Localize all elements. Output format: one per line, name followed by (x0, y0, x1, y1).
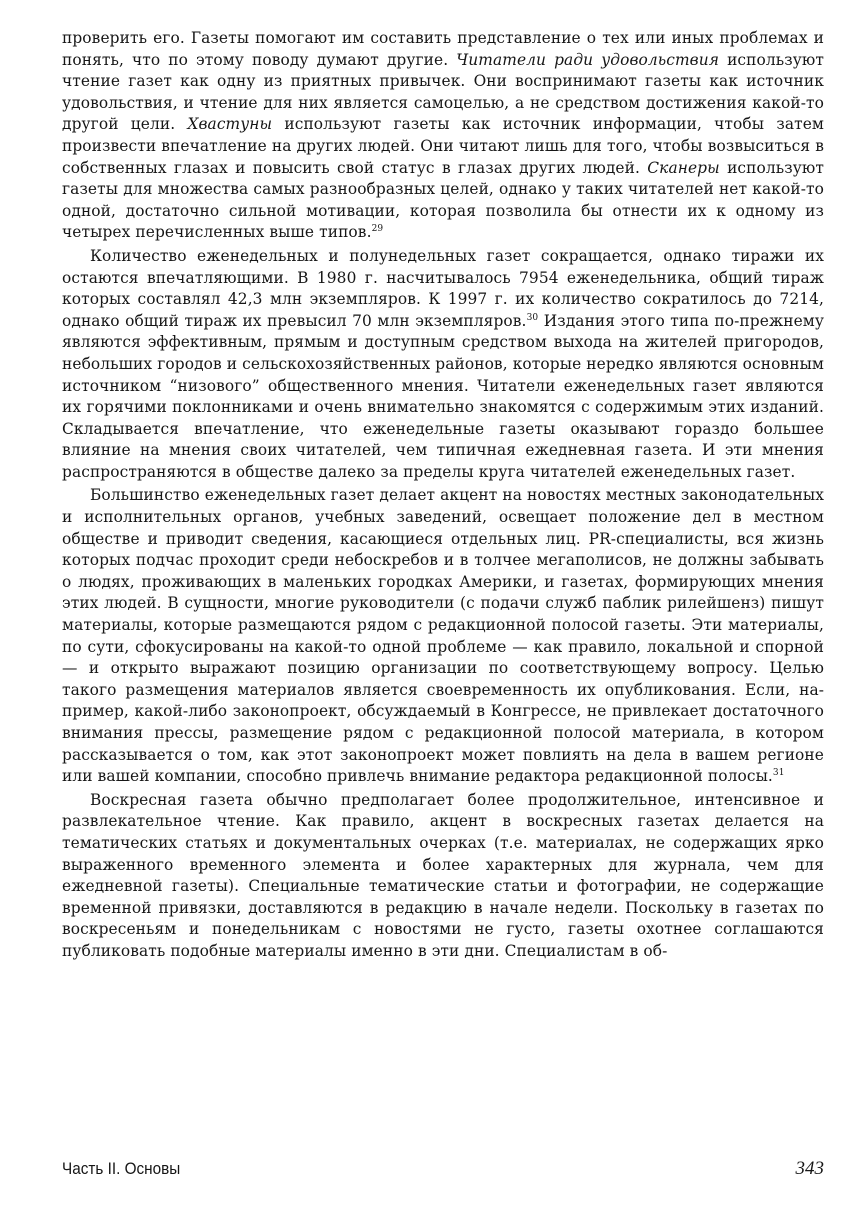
paragraph-2 (62, 246, 824, 484)
text-run: используют газеты для множества самых разнообразных целей, однако у таких читателей нет какой-то одной, достаточно сильной мотивации, которая позволила бы отнести их к одному из четырех перечисленных выше типов. (62, 158, 824, 242)
footnote-ref: 31 (772, 768, 785, 779)
page-body (62, 28, 824, 963)
text-run: проверить его. Газеты помогают им составить представление о тех или иных проблемах и понять, что по этому поводу думают другие. (62, 29, 824, 69)
text-run: Большинство еженедельных газет делает акцент на новостях местных законодательных и исполнительных органов, учебных заведений, освещает положение дел в местном обществе и приводит сведения, касающиеся отдельных лиц. PR-специалисты, вся жизнь которых подчас проходит среди небоскребов и в толчее мегаполисов, не должны забывать о людях, проживающих в маленьких городках Америки, и газетах, формирующих мнения этих людей. В сущности, многие руководители (с подачи служб паблик рилейшенз) пишут материалы, которые размещаются рядом с редакционной полосой газеты. Эти материалы, по сути, сфокусированы на какой-то одной проблеме — как правило, локальной и спорной — и открыто выражают позицию организации по соответствующему вопросу. Целью такого размещения материалов является своевременность их опубликования. Если, например, какой-либо законопроект, обсуждаемый в Конгрессе, не привлекает достаточного внимания прессы, размещение рядом с редакционной полосой материала, в котором рассказывается о том, как этот законопроект может повлиять на дела в вашем регионе или вашей компании, способно привлечь внимание редактора редакционной полосы. (62, 486, 824, 786)
paragraph-3 (62, 485, 824, 787)
page-footer (62, 1158, 824, 1180)
text-run: Издания этого типа по-прежнему являются эффективным, прямым и доступным средством выхода на жителей пригородов, небольших городов и сельскохозяйственных районов, которые нередко являются основным источником “низового” общественного мнения. Читатели еженедельных газет являются их горячими поклонниками и очень внимательно знакомятся с содержимым этих изданий. Складывается впечатление, что еженедельные газеты оказывают гораздо большее влияние на мнения своих читателей, чем типичная ежедневная газета. И эти мнения распространяются в обществе далеко за пределы круга читателей еженедельных газет. (62, 311, 824, 481)
paragraph-4 (62, 790, 824, 963)
text-run: Воскресная газета обычно предполагает более продолжительное, интенсивное и развлекательное чтение. Как правило, акцент в воскресных газетах делается на тематических статьях и документальных очерках (т.е. материалах, не содержащих ярко выраженного временного элемента и более характерных для журнала, чем для ежедневной газеты). Специальные тематические статьи и фотографии, не содержащие временной привязки, доставляются в редакцию в начале недели. Поскольку в газетах по воскресеньям и понедельникам с новостями не густо, газеты охотнее соглашаются публиковать подобные материалы именно в эти дни. Специалистам в об- (62, 790, 824, 960)
running-footer-section: Часть II. Основы (62, 1159, 181, 1178)
page-number: 343 (795, 1158, 824, 1179)
paragraph-1 (62, 28, 824, 244)
italic-term: Хвастуны (187, 115, 273, 134)
italic-term: Читатели ради удовольствия (456, 50, 720, 69)
footnote-ref: 30 (526, 312, 539, 323)
text-run: используют газеты как источник информации, чтобы затем произвести впечатление на других людей. Они читают лишь для того, чтобы возвыситься в собственных глазах и повысить свой статус в глазах других людей. (62, 115, 824, 177)
text-run: Количество еженедельных и полунедельных газет сокращается, однако тиражи их остаются впечатляющими. В 1980 г. насчитывалось 7954 еженедельника, общий тираж которых составлял 42,3 млн экземпляров. К 1997 г. их количество сократилось до 7214, однако общий тираж их превысил 70 млн экземпляров. (62, 246, 824, 330)
text-run: используют чтение газет как одну из приятных привычек. Они воспринимают газеты как источник удовольствия, и чтение для них является самоцелью, а не средством достижения какой-то другой цели. (62, 50, 824, 134)
footnote-ref: 29 (371, 224, 384, 235)
italic-term: Сканеры (647, 158, 720, 177)
